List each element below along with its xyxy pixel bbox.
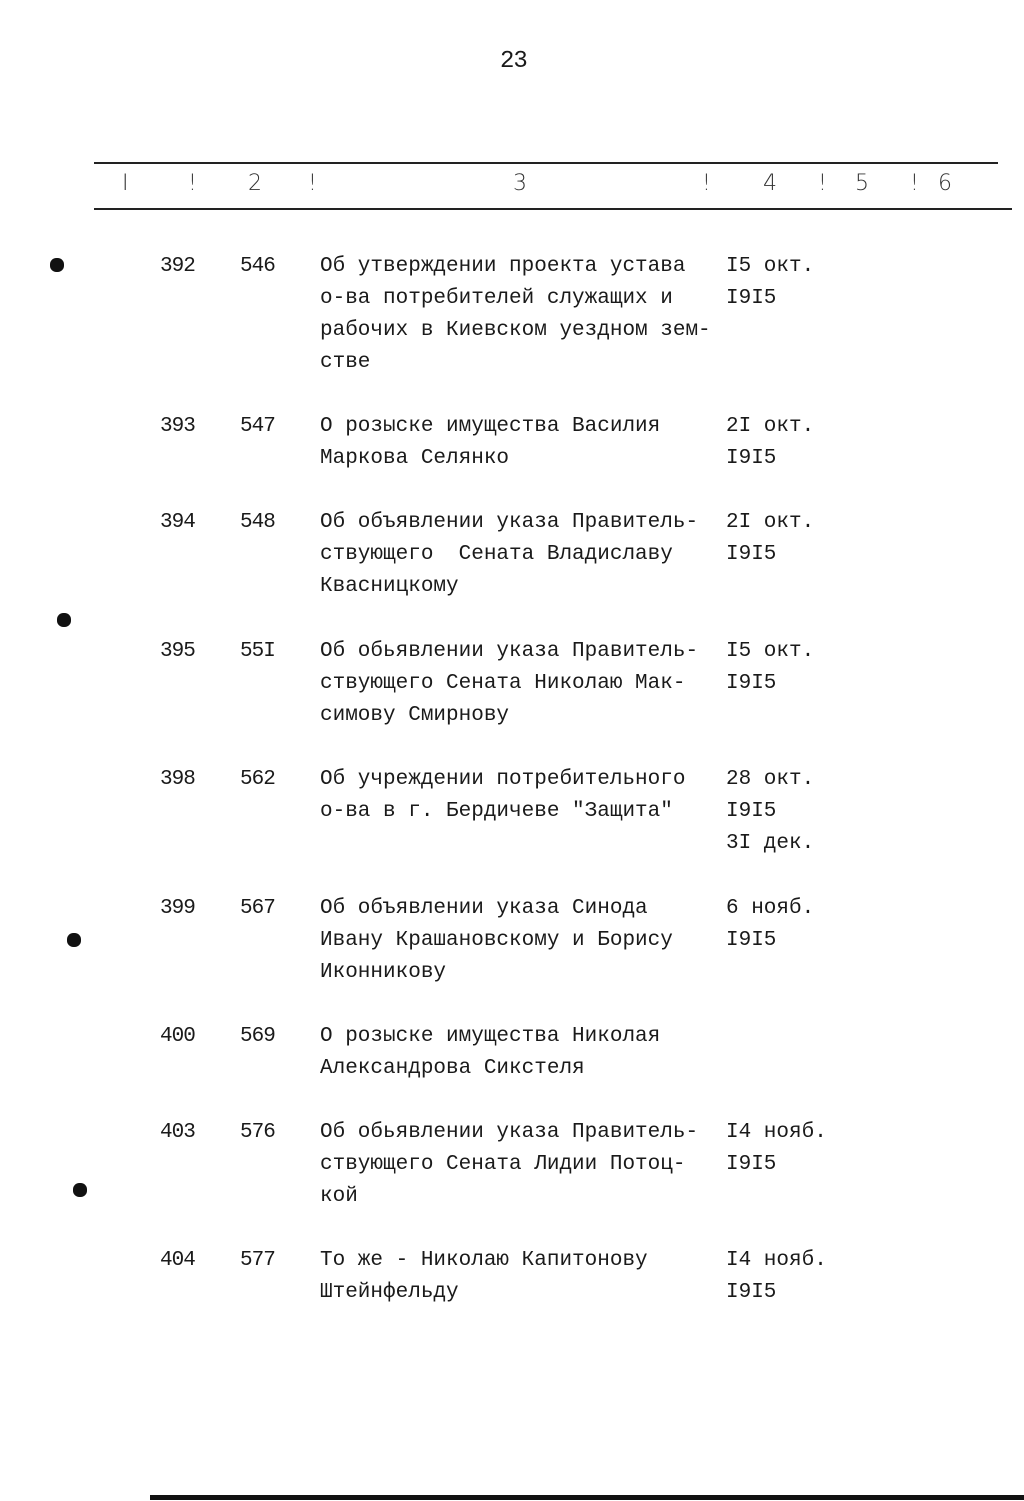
row-number: 400	[160, 1025, 195, 1048]
row-number: 392	[160, 255, 195, 278]
row-date: 2I окт. I9I5	[726, 415, 815, 470]
table-header	[0, 171, 1024, 199]
punch-hole-mark	[67, 933, 81, 947]
header-separator: !	[702, 171, 711, 196]
row-title: Об обьявлении указа Правитель- ствующего Сената Николаю Мак- симову Смирнову	[320, 640, 699, 727]
row-number: 394	[160, 511, 195, 534]
punch-hole-mark	[73, 1183, 87, 1197]
file-number: 55I	[240, 640, 275, 663]
file-number: 577	[240, 1249, 275, 1272]
header-col-5: 5	[855, 171, 869, 196]
row-date: I5 окт. I9I5	[726, 640, 815, 695]
header-separator: !	[188, 171, 197, 196]
file-number: 576	[240, 1121, 275, 1144]
header-col-1: I	[122, 171, 129, 196]
row-date: 28 окт. I9I5 3I дек.	[726, 768, 815, 855]
row-title: Об обьявлении указа Правитель- ствующего Сената Лидии Потоц- кой	[320, 1121, 699, 1208]
header-separator: !	[910, 171, 919, 196]
page-bottom-edge	[150, 1495, 1024, 1500]
table-top-rule	[94, 162, 998, 164]
header-separator: !	[818, 171, 827, 196]
punch-hole-mark	[57, 613, 71, 627]
file-number: 562	[240, 768, 275, 791]
file-number: 546	[240, 255, 275, 278]
row-date: I5 окт. I9I5	[726, 255, 815, 310]
header-separator: !	[308, 171, 317, 196]
row-date: 6 нояб. I9I5	[726, 897, 815, 952]
file-number: 547	[240, 415, 275, 438]
row-number: 404	[160, 1249, 195, 1272]
header-col-6: 6	[938, 171, 952, 196]
row-date: I4 нояб. I9I5	[726, 1249, 827, 1304]
row-title: Об учреждении потребительного о-ва в г. Бердичеве "Защита"	[320, 768, 686, 823]
row-title: О розыске имущества Василия Маркова Селянко	[320, 415, 661, 470]
row-title: О розыске имущества Николая Александрова Сикстеля	[320, 1025, 661, 1080]
file-number: 569	[240, 1025, 275, 1048]
row-number: 395	[160, 640, 195, 663]
row-title: Об утверждении проекта устава о-ва потребителей служащих и рабочих в Киевском уездном зем- стве	[320, 255, 711, 374]
row-number: 399	[160, 897, 195, 920]
header-col-4: 4	[763, 171, 777, 196]
header-col-2: 2	[248, 171, 262, 196]
row-date: I4 нояб. I9I5	[726, 1121, 827, 1176]
row-title: Об объявлении указа Правитель- ствующего Сената Владиславу Квасницкому	[320, 511, 699, 598]
row-number: 393	[160, 415, 195, 438]
page-number: 23	[500, 48, 527, 75]
file-number: 548	[240, 511, 275, 534]
row-number: 403	[160, 1121, 195, 1144]
punch-hole-mark	[50, 258, 64, 272]
table-header-rule	[94, 208, 1012, 210]
row-title: Об объявлении указа Синода Ивану Крашановскому и Борису Иконникову	[320, 897, 673, 984]
row-title: То же - Николаю Капитонову Штейнфельду	[320, 1249, 648, 1304]
header-col-3: 3	[513, 171, 527, 196]
row-date: 2I окт. I9I5	[726, 511, 815, 566]
row-number: 398	[160, 768, 195, 791]
file-number: 567	[240, 897, 275, 920]
